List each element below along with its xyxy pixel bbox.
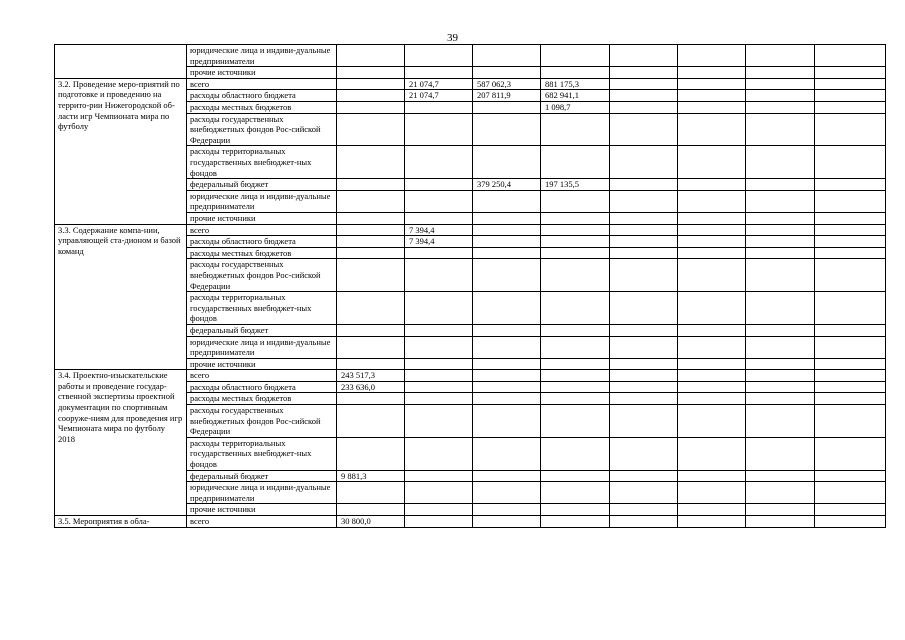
amount-cell bbox=[610, 437, 678, 470]
amount-cell bbox=[815, 224, 886, 236]
amount-cell bbox=[678, 393, 746, 405]
amount-cell bbox=[678, 259, 746, 292]
amount-cell bbox=[610, 370, 678, 382]
amount-cell bbox=[678, 212, 746, 224]
amount-cell bbox=[473, 67, 541, 79]
amount-cell bbox=[678, 247, 746, 259]
amount-cell bbox=[405, 370, 473, 382]
amount-cell bbox=[746, 190, 815, 212]
amount-cell bbox=[337, 336, 405, 358]
amount-cell bbox=[678, 146, 746, 179]
amount-cell bbox=[405, 358, 473, 370]
amount-cell bbox=[678, 516, 746, 528]
amount-cell bbox=[746, 437, 815, 470]
amount-cell bbox=[815, 482, 886, 504]
amount-cell bbox=[746, 470, 815, 482]
amount-cell bbox=[541, 45, 610, 67]
amount-cell bbox=[678, 190, 746, 212]
amount-cell bbox=[746, 482, 815, 504]
funding-source-label: расходы местных бюджетов bbox=[187, 101, 337, 113]
amount-cell bbox=[473, 45, 541, 67]
amount-cell bbox=[405, 179, 473, 191]
amount-cell bbox=[610, 405, 678, 438]
table-row bbox=[55, 370, 886, 382]
amount-cell bbox=[678, 370, 746, 382]
amount-cell bbox=[473, 236, 541, 248]
amount-cell bbox=[405, 190, 473, 212]
amount-cell bbox=[610, 324, 678, 336]
amount-cell bbox=[815, 358, 886, 370]
amount-cell bbox=[541, 212, 610, 224]
amount-cell: 7 394,4 bbox=[405, 224, 473, 236]
amount-cell bbox=[610, 78, 678, 90]
amount-cell bbox=[746, 90, 815, 102]
amount-cell bbox=[337, 482, 405, 504]
amount-cell bbox=[541, 113, 610, 146]
funding-source-label: прочие источники bbox=[187, 504, 337, 516]
amount-cell bbox=[473, 393, 541, 405]
amount-cell bbox=[610, 393, 678, 405]
amount-cell bbox=[746, 405, 815, 438]
section-title bbox=[55, 45, 187, 79]
amount-cell bbox=[473, 437, 541, 470]
amount-cell bbox=[815, 90, 886, 102]
amount-cell bbox=[815, 67, 886, 79]
amount-cell bbox=[337, 224, 405, 236]
funding-source-label: расходы территориальных государственных внебюджет-ных фондов bbox=[187, 292, 337, 325]
amount-cell bbox=[337, 101, 405, 113]
amount-cell bbox=[746, 45, 815, 67]
amount-cell bbox=[473, 504, 541, 516]
amount-cell bbox=[610, 236, 678, 248]
amount-cell bbox=[337, 45, 405, 67]
amount-cell bbox=[610, 146, 678, 179]
funding-source-label: всего bbox=[187, 224, 337, 236]
amount-cell bbox=[815, 113, 886, 146]
funding-source-label: юридические лица и индиви-дуальные предприниматели bbox=[187, 45, 337, 67]
amount-cell bbox=[473, 370, 541, 382]
funding-source-label: федеральный бюджет bbox=[187, 179, 337, 191]
amount-cell bbox=[473, 516, 541, 528]
amount-cell bbox=[815, 504, 886, 516]
amount-cell bbox=[541, 482, 610, 504]
amount-cell bbox=[746, 370, 815, 382]
table-row bbox=[55, 78, 886, 90]
amount-cell bbox=[405, 336, 473, 358]
amount-cell bbox=[405, 504, 473, 516]
amount-cell bbox=[815, 259, 886, 292]
amount-cell: 21 074,7 bbox=[405, 78, 473, 90]
amount-cell bbox=[746, 224, 815, 236]
table-row bbox=[55, 224, 886, 236]
amount-cell bbox=[746, 516, 815, 528]
funding-source-label: расходы местных бюджетов bbox=[187, 247, 337, 259]
amount-cell bbox=[610, 224, 678, 236]
amount-cell bbox=[337, 504, 405, 516]
amount-cell bbox=[815, 45, 886, 67]
amount-cell bbox=[541, 393, 610, 405]
amount-cell bbox=[337, 292, 405, 325]
amount-cell bbox=[473, 482, 541, 504]
funding-source-label: расходы местных бюджетов bbox=[187, 393, 337, 405]
funding-source-label: всего bbox=[187, 516, 337, 528]
amount-cell bbox=[473, 190, 541, 212]
amount-cell bbox=[678, 336, 746, 358]
amount-cell bbox=[678, 324, 746, 336]
amount-cell bbox=[746, 78, 815, 90]
amount-cell bbox=[815, 101, 886, 113]
amount-cell bbox=[746, 146, 815, 179]
amount-cell bbox=[473, 224, 541, 236]
amount-cell bbox=[610, 482, 678, 504]
amount-cell bbox=[473, 470, 541, 482]
amount-cell bbox=[746, 179, 815, 191]
amount-cell bbox=[405, 405, 473, 438]
funding-source-label: расходы государственных внебюджетных фондов Рос-сийской Федерации bbox=[187, 113, 337, 146]
amount-cell: 881 175,3 bbox=[541, 78, 610, 90]
amount-cell bbox=[610, 212, 678, 224]
amount-cell bbox=[405, 470, 473, 482]
amount-cell bbox=[678, 179, 746, 191]
amount-cell bbox=[746, 381, 815, 393]
amount-cell bbox=[815, 336, 886, 358]
amount-cell bbox=[678, 405, 746, 438]
amount-cell bbox=[678, 504, 746, 516]
amount-cell bbox=[405, 516, 473, 528]
amount-cell bbox=[473, 292, 541, 325]
amount-cell: 30 800,0 bbox=[337, 516, 405, 528]
amount-cell bbox=[746, 336, 815, 358]
amount-cell bbox=[337, 236, 405, 248]
funding-source-label: федеральный бюджет bbox=[187, 324, 337, 336]
table-row bbox=[55, 516, 886, 528]
funding-source-label: расходы областного бюджета bbox=[187, 381, 337, 393]
amount-cell bbox=[405, 259, 473, 292]
amount-cell bbox=[541, 405, 610, 438]
amount-cell bbox=[541, 504, 610, 516]
amount-cell bbox=[405, 393, 473, 405]
amount-cell bbox=[815, 292, 886, 325]
amount-cell bbox=[541, 470, 610, 482]
amount-cell bbox=[610, 292, 678, 325]
amount-cell bbox=[337, 78, 405, 90]
amount-cell bbox=[678, 470, 746, 482]
amount-cell bbox=[541, 247, 610, 259]
funding-source-label: прочие источники bbox=[187, 358, 337, 370]
page-number: 39 bbox=[447, 32, 458, 44]
amount-cell bbox=[678, 224, 746, 236]
funding-source-label: расходы областного бюджета bbox=[187, 90, 337, 102]
section-title: 3.2. Проведение меро-приятий по подготовке и проведению на террито-рии Нижегородской об-ласти игр Чемпионата мира по футболу bbox=[55, 78, 187, 224]
amount-cell bbox=[678, 78, 746, 90]
amount-cell bbox=[815, 516, 886, 528]
amount-cell bbox=[746, 67, 815, 79]
amount-cell: 243 517,3 bbox=[337, 370, 405, 382]
amount-cell bbox=[746, 292, 815, 325]
amount-cell bbox=[473, 405, 541, 438]
amount-cell bbox=[541, 292, 610, 325]
amount-cell bbox=[746, 358, 815, 370]
amount-cell bbox=[541, 324, 610, 336]
amount-cell bbox=[405, 292, 473, 325]
amount-cell bbox=[815, 179, 886, 191]
amount-cell: 233 636,0 bbox=[337, 381, 405, 393]
amount-cell bbox=[678, 45, 746, 67]
amount-cell bbox=[541, 236, 610, 248]
amount-cell bbox=[541, 516, 610, 528]
amount-cell bbox=[610, 358, 678, 370]
amount-cell bbox=[678, 437, 746, 470]
amount-cell bbox=[678, 292, 746, 325]
amount-cell: 21 074,7 bbox=[405, 90, 473, 102]
amount-cell bbox=[337, 190, 405, 212]
table-body bbox=[55, 45, 886, 528]
amount-cell bbox=[678, 67, 746, 79]
funding-source-label: расходы областного бюджета bbox=[187, 236, 337, 248]
amount-cell bbox=[337, 259, 405, 292]
section-title: 3.5. Мероприятия в обла- bbox=[55, 516, 187, 528]
funding-source-label: федеральный бюджет bbox=[187, 470, 337, 482]
amount-cell: 207 811,9 bbox=[473, 90, 541, 102]
amount-cell bbox=[815, 146, 886, 179]
funding-source-label: расходы государственных внебюджетных фондов Рос-сийской Федерации bbox=[187, 405, 337, 438]
amount-cell bbox=[815, 247, 886, 259]
amount-cell bbox=[473, 336, 541, 358]
amount-cell bbox=[610, 470, 678, 482]
amount-cell bbox=[541, 67, 610, 79]
funding-source-label: всего bbox=[187, 370, 337, 382]
amount-cell bbox=[746, 113, 815, 146]
amount-cell: 7 394,4 bbox=[405, 236, 473, 248]
amount-cell bbox=[815, 236, 886, 248]
amount-cell bbox=[610, 336, 678, 358]
amount-cell bbox=[610, 101, 678, 113]
amount-cell bbox=[405, 324, 473, 336]
amount-cell bbox=[678, 236, 746, 248]
amount-cell bbox=[473, 146, 541, 179]
funding-source-label: юридические лица и индиви-дуальные предприниматели bbox=[187, 336, 337, 358]
amount-cell bbox=[337, 437, 405, 470]
budget-table bbox=[54, 44, 886, 528]
amount-cell bbox=[746, 259, 815, 292]
funding-source-label: прочие источники bbox=[187, 212, 337, 224]
amount-cell bbox=[473, 212, 541, 224]
amount-cell bbox=[610, 67, 678, 79]
amount-cell bbox=[678, 90, 746, 102]
amount-cell bbox=[678, 113, 746, 146]
funding-source-label: расходы государственных внебюджетных фондов Рос-сийской Федерации bbox=[187, 259, 337, 292]
amount-cell bbox=[405, 381, 473, 393]
amount-cell bbox=[337, 405, 405, 438]
amount-cell: 197 135,5 bbox=[541, 179, 610, 191]
amount-cell bbox=[405, 113, 473, 146]
amount-cell bbox=[610, 259, 678, 292]
amount-cell bbox=[541, 370, 610, 382]
amount-cell bbox=[815, 370, 886, 382]
amount-cell bbox=[337, 113, 405, 146]
funding-source-label: расходы территориальных государственных внебюджет-ных фондов bbox=[187, 146, 337, 179]
amount-cell bbox=[405, 146, 473, 179]
funding-source-label: всего bbox=[187, 78, 337, 90]
amount-cell bbox=[337, 393, 405, 405]
amount-cell bbox=[473, 101, 541, 113]
amount-cell bbox=[541, 358, 610, 370]
amount-cell bbox=[473, 358, 541, 370]
amount-cell bbox=[815, 470, 886, 482]
amount-cell bbox=[337, 212, 405, 224]
amount-cell bbox=[610, 90, 678, 102]
amount-cell bbox=[541, 259, 610, 292]
section-title: 3.3. Содержание компа-нии, управляющей ста-дионом и базой команд bbox=[55, 224, 187, 370]
amount-cell: 682 941,1 bbox=[541, 90, 610, 102]
amount-cell bbox=[473, 324, 541, 336]
amount-cell bbox=[815, 190, 886, 212]
amount-cell bbox=[541, 437, 610, 470]
amount-cell bbox=[815, 405, 886, 438]
amount-cell bbox=[473, 259, 541, 292]
amount-cell bbox=[337, 324, 405, 336]
amount-cell bbox=[610, 504, 678, 516]
amount-cell bbox=[405, 482, 473, 504]
amount-cell bbox=[405, 45, 473, 67]
table-row bbox=[55, 45, 886, 67]
amount-cell bbox=[337, 247, 405, 259]
amount-cell bbox=[541, 146, 610, 179]
amount-cell: 379 250,4 bbox=[473, 179, 541, 191]
amount-cell bbox=[337, 146, 405, 179]
funding-source-label: юридические лица и индиви-дуальные предприниматели bbox=[187, 190, 337, 212]
amount-cell bbox=[746, 247, 815, 259]
amount-cell bbox=[678, 101, 746, 113]
amount-cell bbox=[610, 247, 678, 259]
amount-cell bbox=[473, 381, 541, 393]
amount-cell bbox=[541, 381, 610, 393]
amount-cell bbox=[678, 358, 746, 370]
amount-cell bbox=[746, 504, 815, 516]
amount-cell bbox=[610, 45, 678, 67]
amount-cell bbox=[678, 381, 746, 393]
amount-cell: 1 098,7 bbox=[541, 101, 610, 113]
amount-cell bbox=[815, 212, 886, 224]
amount-cell bbox=[405, 212, 473, 224]
amount-cell bbox=[405, 101, 473, 113]
amount-cell bbox=[337, 358, 405, 370]
amount-cell bbox=[815, 324, 886, 336]
amount-cell bbox=[746, 101, 815, 113]
amount-cell bbox=[337, 90, 405, 102]
amount-cell bbox=[746, 236, 815, 248]
amount-cell bbox=[746, 393, 815, 405]
amount-cell bbox=[815, 393, 886, 405]
amount-cell: 9 881,3 bbox=[337, 470, 405, 482]
section-title: 3.4. Проектно-изыскательские работы и проведение государ-ственной экспертизы проектной документации по спортивным сооруже-ниям для проведения игр Чемпионата мира по футболу 2018 bbox=[55, 370, 187, 516]
funding-source-label: расходы территориальных государственных внебюджет-ных фондов bbox=[187, 437, 337, 470]
amount-cell bbox=[610, 381, 678, 393]
amount-cell bbox=[746, 212, 815, 224]
amount-cell bbox=[541, 336, 610, 358]
funding-source-label: прочие источники bbox=[187, 67, 337, 79]
amount-cell bbox=[473, 113, 541, 146]
funding-source-label: юридические лица и индиви-дуальные предприниматели bbox=[187, 482, 337, 504]
amount-cell: 587 062,3 bbox=[473, 78, 541, 90]
amount-cell bbox=[815, 381, 886, 393]
amount-cell bbox=[610, 190, 678, 212]
amount-cell bbox=[815, 437, 886, 470]
amount-cell bbox=[678, 482, 746, 504]
amount-cell bbox=[337, 179, 405, 191]
amount-cell bbox=[610, 516, 678, 528]
amount-cell bbox=[405, 67, 473, 79]
amount-cell bbox=[405, 247, 473, 259]
amount-cell bbox=[746, 324, 815, 336]
amount-cell bbox=[405, 437, 473, 470]
amount-cell bbox=[541, 224, 610, 236]
amount-cell bbox=[610, 113, 678, 146]
amount-cell bbox=[337, 67, 405, 79]
amount-cell bbox=[815, 78, 886, 90]
amount-cell bbox=[473, 247, 541, 259]
amount-cell bbox=[610, 179, 678, 191]
amount-cell bbox=[541, 190, 610, 212]
